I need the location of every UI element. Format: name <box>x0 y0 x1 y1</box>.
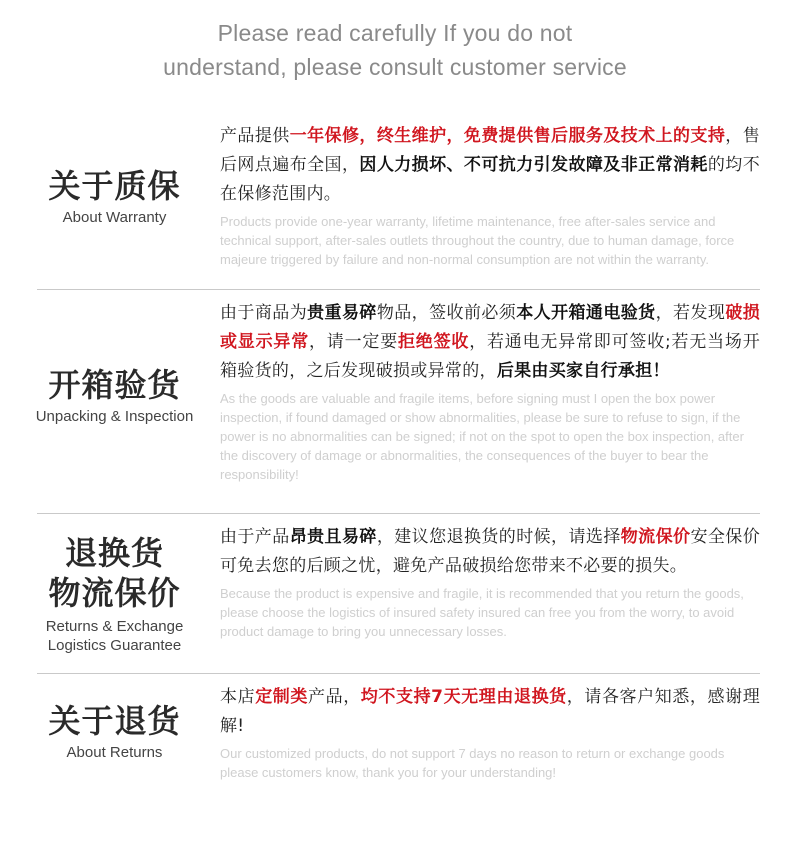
text-segment: 破损或显示异常 <box>220 303 761 352</box>
returns-exchange-title-en-line2: Logistics Guarantee <box>47 637 182 654</box>
returns-title-cn: 关于退货 <box>48 702 181 740</box>
unpacking-text-en: As the goods are valuable and fragile items, before signing must I open the box power inspection, if found damaged or show abnormalities, please be sure to refuse to sign, if the power is no abnormalities can be signed; if not on the spot to open the box inspection, after the discovery of damage or abnormalities, the consequences of the buyer to bear the responsibility! <box>220 391 744 482</box>
unpacking-content <box>220 299 760 484</box>
warranty-title-block <box>37 166 192 227</box>
text-segment: ，若通电无异常即可签收;若无当场开箱验货的，之后发现破损或异常的， <box>220 332 761 381</box>
notice-header <box>0 16 790 84</box>
returns-title-en: About Returns <box>66 744 163 761</box>
text-segment: 拒绝签收 <box>398 332 470 352</box>
returns-text-cn <box>220 683 760 741</box>
text-segment: 产品， <box>308 687 361 707</box>
returns-exchange-content <box>220 523 760 641</box>
text-segment: 昂贵且易碎 <box>289 527 377 547</box>
returns-exchange-text-en: Because the product is expensive and fragile, it is recommended that you return the goods, please choose the logistics of insured safety insured can free you from the worry, to avoid product damage to bring you unnecessary losses. <box>220 586 744 639</box>
text-segment: 定制类 <box>255 687 308 707</box>
text-segment: 安全保价可免去您的后顾之忧，避免产品破损给您带来不必要的损失。 <box>220 527 761 576</box>
section-divider <box>37 513 760 514</box>
text-segment: ，售后网点遍布全国， <box>220 126 761 175</box>
text-segment: 本店 <box>220 687 256 707</box>
returns-exchange-text-cn <box>220 523 760 581</box>
returns-title-block <box>37 701 192 762</box>
text-segment: ，建议您退换货的时候，请选择 <box>376 527 621 547</box>
section-divider <box>37 289 760 290</box>
warranty-title-cn: 关于质保 <box>48 167 181 205</box>
unpacking-title-en: Unpacking & Inspection <box>35 408 194 425</box>
header-line-2: understand, please consult customer service <box>163 54 627 80</box>
text-segment: 物品，签收前必须 <box>376 303 517 323</box>
text-segment: 贵重易碎 <box>307 303 377 323</box>
text-segment: 的均不在保修范围内。 <box>220 155 761 204</box>
text-segment: 物流保价 <box>620 527 691 547</box>
text-segment: 由于产品 <box>220 527 290 547</box>
unpacking-text-cn <box>220 299 760 386</box>
text-segment: ，请一定要 <box>309 332 398 352</box>
warranty-text-en: Products provide one-year warranty, lifetime maintenance, free after-sales service and technical support, after-sales outlets throughout the country, due to human damage, force majeure triggered by failure and non-normal consumption are not within the warranty. <box>220 214 735 267</box>
unpacking-title-cn: 开箱验货 <box>48 366 181 404</box>
returns-content <box>220 683 760 782</box>
header-line-1: Please read carefully If you do not <box>217 20 573 46</box>
text-segment: 后果由买家自行承担！ <box>496 361 670 381</box>
unpacking-title-block <box>37 365 192 426</box>
section-divider <box>37 673 760 674</box>
returns-exchange-title-block <box>37 533 192 655</box>
text-segment: ，请各客户知悉，感谢理解! <box>220 687 761 736</box>
warranty-content <box>220 122 760 269</box>
warranty-text-cn <box>220 122 760 209</box>
text-segment: 由于商品为 <box>220 303 308 323</box>
returns-exchange-title-cn-line1: 退换货 <box>64 534 164 572</box>
text-segment: 均不支持7天无理由退换货 <box>360 687 567 707</box>
text-segment: 一年保修，终生维护，免费提供售后服务及技术上的支持 <box>289 126 726 146</box>
returns-exchange-title-en-line1: Returns & Exchange <box>45 618 184 635</box>
returns-text-en: Our customized products, do not support 7 days no reason to return or exchange goods please customers know, thank you for your understanding! <box>220 746 725 780</box>
warranty-title-en: About Warranty <box>62 209 167 226</box>
returns-exchange-title-cn-line2: 物流保价 <box>48 574 181 612</box>
text-segment: 产品提供 <box>220 126 290 146</box>
text-segment: 因人力损坏、不可抗力引发故障及非正常消耗 <box>359 155 708 175</box>
text-segment: 本人开箱通电验货 <box>516 303 656 323</box>
text-segment: ，若发现 <box>655 303 726 323</box>
